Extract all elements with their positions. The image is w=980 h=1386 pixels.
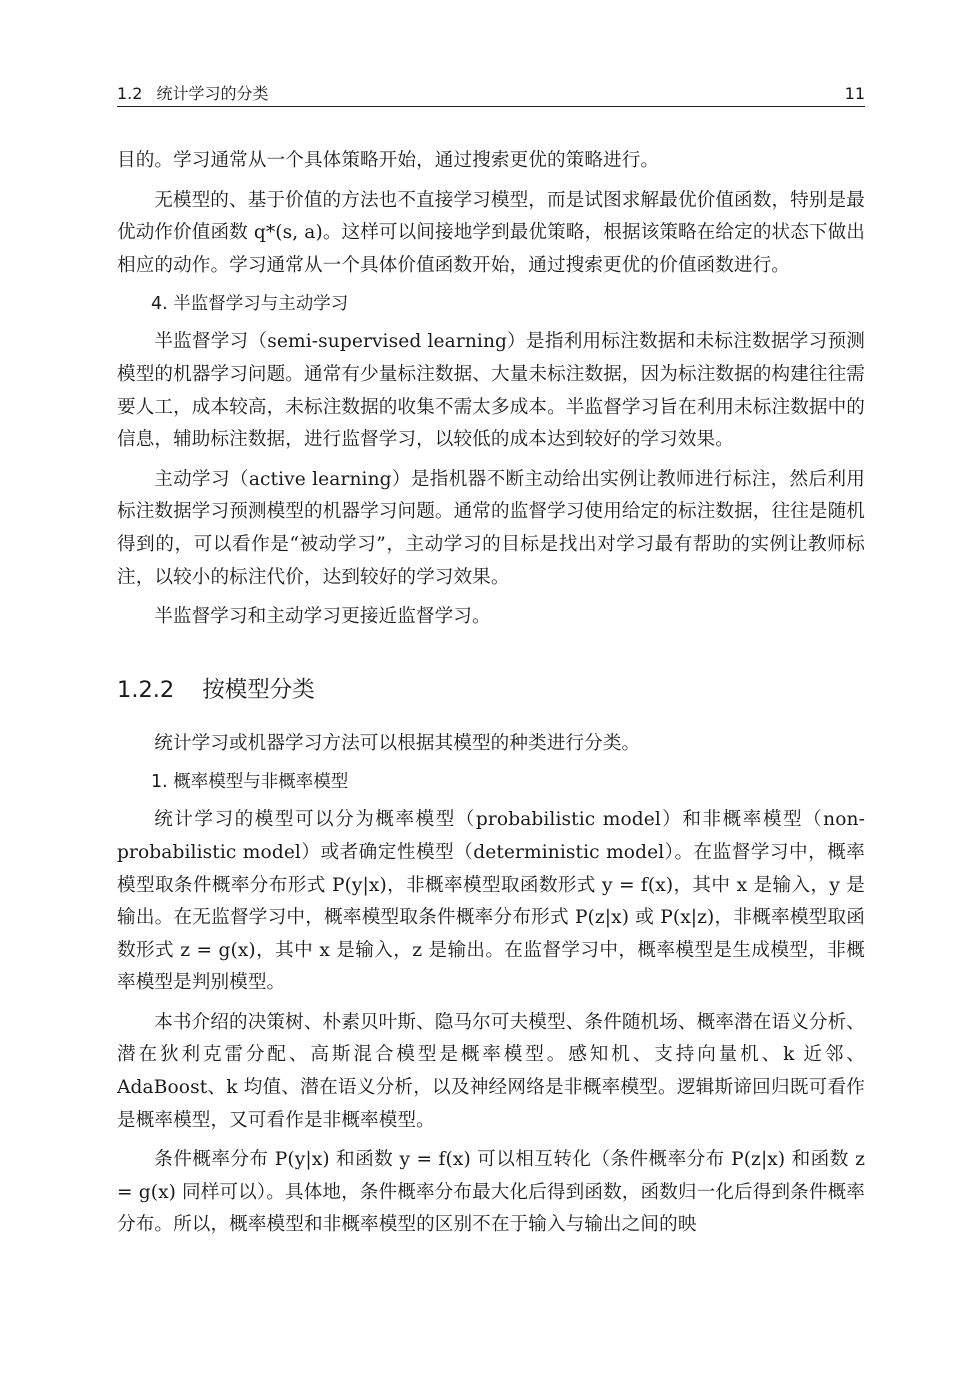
header-section-number: 1.2 — [117, 84, 143, 103]
header-section-title: 统计学习的分类 — [156, 84, 269, 103]
paragraph-6: 统计学习或机器学习方法可以根据其模型的种类进行分类。 — [154, 732, 641, 754]
subheading-semi-supervised-active: 4. 半监督学习与主动学习 — [151, 294, 349, 315]
paragraph-2: 无模型的、基于价值的方法也不直接学习模型，而是试图求解最优价值函数，特别是最优动作价值函数 q*(s, a)。这样可以间接地学到最优策略，根据该策略在给定的状态下做出相应的动作。学习通常从一个具体价值函数开始，通过搜索更优的价值函数进行。 — [117, 189, 865, 276]
section-heading-number: 1.2.2 — [117, 676, 175, 703]
paragraph-3: 半监督学习（semi-supervised learning）是指利用标注数据和未标注数据学习预测模型的机器学习问题。通常有少量标注数据、大量未标注数据，因为标注数据的构建往往需要人工，成本较高，未标注数据的收集不需太多成本。半监督学习旨在利用未标注数据中的信息，辅助标注数据，进行监督学习，以较低的成本达到较好的学习效果。 — [117, 331, 865, 451]
book-page — [117, 78, 865, 1242]
running-header-section — [117, 82, 268, 106]
section-heading-title: 按模型分类 — [202, 676, 315, 703]
paragraph-8: 本书介绍的决策树、朴素贝叶斯、隐马尔可夫模型、条件随机场、概率潜在语义分析、潜在狄利克雷分配、高斯混合模型是概率模型。感知机、支持向量机、k 近邻、AdaBoost、k 均值、潜在语义分析，以及神经网络是非概率模型。逻辑斯谛回归既可看作是概率模型，又可看作是非概率模型。 — [117, 1011, 865, 1131]
paragraph-9: 条件概率分布 P(y|x) 和函数 y = f(x) 可以相互转化（条件概率分布 P(z|x) 和函数 z = g(x) 同样可以）。具体地，条件概率分布最大化后得到函数，函数归一化后得到条件概率分布。所以，概率模型和非概率模型的区别不在于输入与输出之间的映 — [117, 1149, 865, 1236]
paragraph-4: 主动学习（active learning）是指机器不断主动给出实例让教师进行标注，然后利用标注数据学习预测模型的机器学习问题。通常的监督学习使用给定的标注数据，往往是随机得到的，可以看作是“被动学习”，主动学习的目标是找出对学习最有帮助的实例让教师标注，以较小的标注代价，达到较好的学习效果。 — [117, 468, 865, 588]
paragraph-7: 统计学习的模型可以分为概率模型（probabilistic model）和非概率模型（non-probabilistic model）或者确定性模型（deterministic model）。在监督学习中，概率模型取条件概率分布形式 P(y|x)，非概率模型取函数形式 y = f(x)，其中 x 是输入，y 是输出。在无监督学习中，概率模型取条件概率分布形式 P(z|x) 或 P(x|z)，非概率模型取函数形式 z = g(x)，其中 x 是输入，z 是输出。在监督学习中，概率模型是生成模型，非概率模型是判别模型。 — [117, 809, 865, 994]
page-number: 11 — [844, 84, 865, 103]
paragraph-5: 半监督学习和主动学习更接近监督学习。 — [154, 606, 491, 628]
running-header — [117, 78, 865, 107]
subheading-probabilistic-models: 1. 概率模型与非概率模型 — [151, 772, 349, 793]
section-heading — [117, 674, 865, 706]
page-body — [117, 145, 865, 1242]
paragraph-1: 目的。学习通常从一个具体策略开始，通过搜索更优的策略进行。 — [117, 150, 660, 171]
